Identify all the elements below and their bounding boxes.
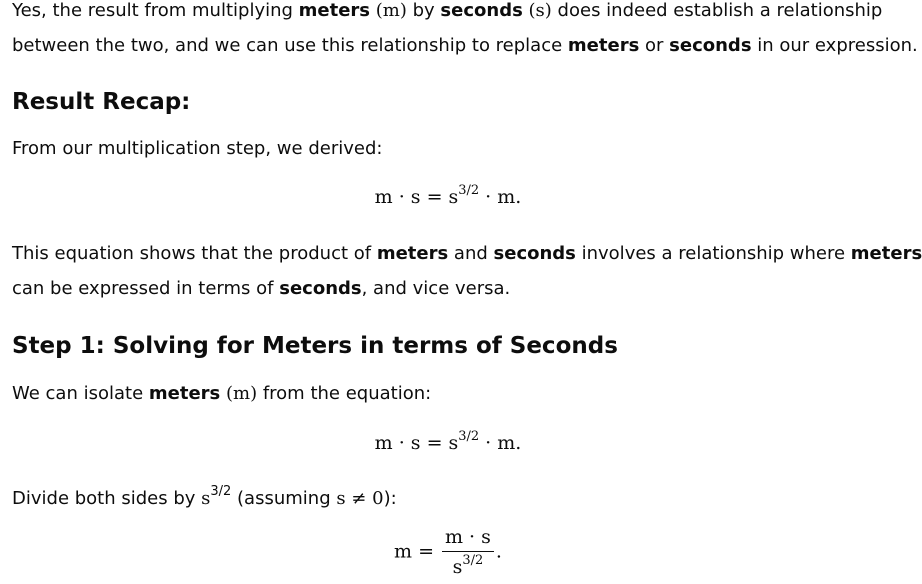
math-inline: (s) [528, 0, 552, 21]
text: involves a relationship where [575, 243, 851, 264]
equation-2 [12, 429, 884, 454]
text: can be expressed in terms of [12, 278, 280, 299]
eq-exponent: 3/2 [458, 183, 480, 198]
explain-line-1 [12, 236, 922, 271]
text: This equation shows that the product of [12, 243, 377, 264]
bold-term: seconds [493, 243, 576, 264]
divide-line [12, 481, 884, 516]
math-inline: (m) [225, 383, 258, 404]
text: by [406, 0, 441, 21]
bold-term: meters [376, 243, 449, 264]
explain-line-2 [12, 271, 884, 306]
equation-3 [12, 526, 884, 579]
step1-lead [12, 376, 884, 411]
bold-term: meters [567, 35, 640, 56]
bold-term: meters [298, 0, 371, 21]
text: or [639, 35, 670, 56]
text: in our expression. [751, 35, 918, 56]
eq-rest: · m. [485, 186, 522, 208]
text: does indeed establish a relationship [551, 0, 883, 21]
text: (assuming [231, 488, 337, 509]
text: between the two, and we can use this relationship to replace [12, 35, 568, 56]
eq-period: . [495, 540, 502, 563]
eq-lhs: m [394, 540, 413, 563]
denominator-exponent: 3/2 [462, 553, 484, 568]
eq-lhs: m · s [374, 186, 421, 208]
text: and [448, 243, 494, 264]
text: , and vice versa. [361, 278, 511, 299]
math-base: s [201, 488, 211, 509]
fraction-numerator: m · s [442, 526, 494, 552]
text: ): [383, 488, 397, 509]
math-condition: s ≠ 0 [336, 488, 384, 509]
eq-sign: = [426, 186, 443, 208]
fraction-denominator [442, 552, 494, 579]
eq-rest: · m. [485, 432, 522, 454]
bold-term: meters [148, 383, 221, 404]
heading-result-recap: Result Recap: [12, 89, 191, 115]
text: Divide both sides by [12, 488, 202, 509]
text: from the equation: [257, 383, 432, 404]
eq-base: s [448, 432, 459, 454]
fraction [442, 526, 494, 579]
intro-line-2 [12, 28, 918, 63]
math-exponent: 3/2 [210, 484, 232, 499]
eq-exponent: 3/2 [458, 429, 480, 444]
bold-term: seconds [440, 0, 523, 21]
heading-step-1: Step 1: Solving for Meters in terms of Seconds [12, 333, 618, 359]
math-inline: (m) [375, 0, 407, 21]
recap-lead: From our multiplication step, we derived: [12, 138, 383, 159]
eq-base: s [448, 186, 459, 208]
text: Yes, the result from multiplying [12, 0, 299, 21]
bold-term: seconds [279, 278, 362, 299]
denominator-base: s [452, 556, 463, 578]
bold-term: meters [850, 243, 922, 264]
eq-sign: = [426, 432, 443, 454]
eq-sign: = [418, 540, 434, 563]
equation-1 [12, 183, 884, 208]
text: We can isolate [12, 383, 149, 404]
intro-line-1 [12, 0, 884, 28]
eq-lhs: m · s [374, 432, 421, 454]
bold-term: seconds [669, 35, 752, 56]
